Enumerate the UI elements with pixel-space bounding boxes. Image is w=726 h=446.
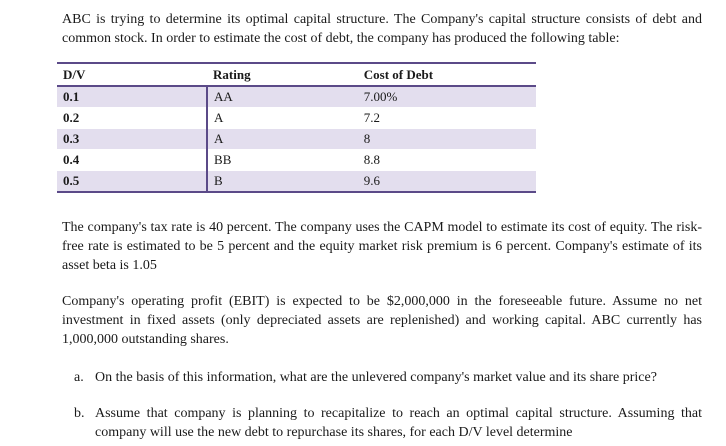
- cell-rating: A: [207, 108, 358, 129]
- question-text: On the basis of this information, what are the unlevered company's market value and its share price?: [95, 370, 657, 385]
- cell-dv: 0.1: [57, 86, 207, 108]
- cell-cost: 7.2: [358, 108, 536, 129]
- cell-cost: 9.6: [358, 171, 536, 193]
- cost-of-debt-table: [57, 62, 536, 193]
- question-marker: b.: [74, 406, 85, 421]
- question-text: Assume that company is planning to recapitalize to reach an optimal capital structure. Assuming that company will use the new debt to repurchase its shares, for each D/V level determine: [95, 406, 702, 440]
- cell-cost: 8: [358, 129, 536, 150]
- table-header-row: [57, 63, 536, 86]
- cell-dv: 0.2: [57, 108, 207, 129]
- cell-dv: 0.4: [57, 150, 207, 171]
- question-marker: a.: [74, 370, 84, 385]
- cell-dv: 0.3: [57, 129, 207, 150]
- table-row: [57, 86, 536, 108]
- question-b: [74, 404, 702, 442]
- cell-dv: 0.5: [57, 171, 207, 193]
- cell-rating: A: [207, 129, 358, 150]
- table-row: [57, 129, 536, 150]
- cell-rating: AA: [207, 86, 358, 108]
- question-a: [74, 368, 702, 387]
- header-dv: D/V: [57, 63, 207, 86]
- table-row: [57, 150, 536, 171]
- ebit-paragraph: Company's operating profit (EBIT) is expected to be $2,000,000 in the foreseeable future. Assume no net investment in fixed assets (only depreciated assets are replenished) and working capital. ABC currently has 1,000,000 outstanding shares.: [62, 294, 702, 347]
- cell-cost: 8.8: [358, 150, 536, 171]
- header-rating: Rating: [207, 63, 358, 86]
- table-row: [57, 108, 536, 129]
- cell-cost: 7.00%: [358, 86, 536, 108]
- tax-capm-paragraph: The company's tax rate is 40 percent. The company uses the CAPM model to estimate its cost of equity. The risk-free rate is estimated to be 5 percent and the equity market risk premium is 6 percent. Company's estimate of its asset beta is 1.05: [62, 220, 702, 273]
- header-cost-of-debt: Cost of Debt: [358, 63, 536, 86]
- cell-rating: B: [207, 171, 358, 193]
- intro-paragraph: ABC is trying to determine its optimal capital structure. The Company's capital structure consists of debt and common stock. In order to estimate the cost of debt, the company has produced the following table:: [62, 12, 702, 46]
- table-row: [57, 171, 536, 193]
- cell-rating: BB: [207, 150, 358, 171]
